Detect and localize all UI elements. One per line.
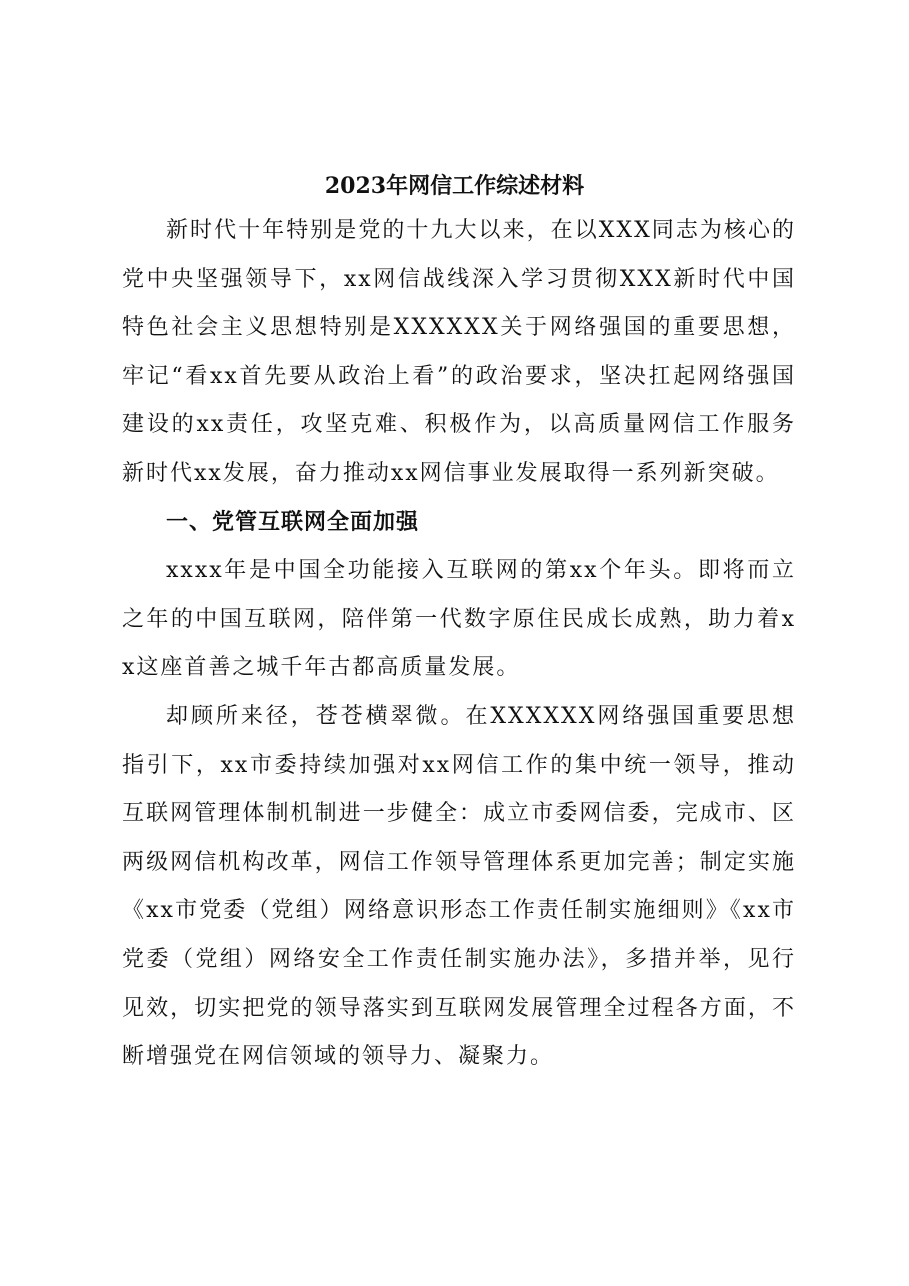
section-paragraph: xxxx年是中国全功能接入互联网的第xx个年头。即将而立之年的中国互联网，陪伴第一代数字原住民成长成熟，助力着xx这座首善之城千年古都高质量发展。 (122, 558, 796, 681)
document-title: 2023年网信工作综述材料 (324, 173, 585, 199)
section-heading: 一、党管互联网全面加强 (166, 509, 420, 535)
intro-paragraph: 新时代十年特别是党的十九大以来，在以XXX同志为核心的党中央坚强领导下，xx网信战线深入学习贯彻XXX新时代中国特色社会主义思想特别是XXXXXX关于网络强国的重要思想，牢记“看xx首先要从政治上看”的政治要求，坚决扛起网络强国建设的xx责任，攻坚克难、积极作为，以高质量网信工作服务新时代xx发展，奋力推动xx网信事业发展取得一系列新突破。 (122, 218, 796, 486)
document-body (122, 207, 796, 1082)
section-paragraph: 却顾所来径，苍苍横翠微。在XXXXXX网络强国重要思想指引下，xx市委持续加强对xx网信工作的集中统一领导，推动互联网管理体制机制进一步健全：成立市委网信委，完成市、区两级网信机构改革，网信工作领导管理体系更加完善；制定实施《xx市党委（党组）网络意识形态工作责任制实施细则》《xx市党委（党组）网络安全工作责任制实施办法》，多措并举，见行见效，切实把党的领导落实到互联网发展管理全过程各方面，不断增强党在网信领域的领导力、凝聚力。 (122, 703, 796, 1070)
